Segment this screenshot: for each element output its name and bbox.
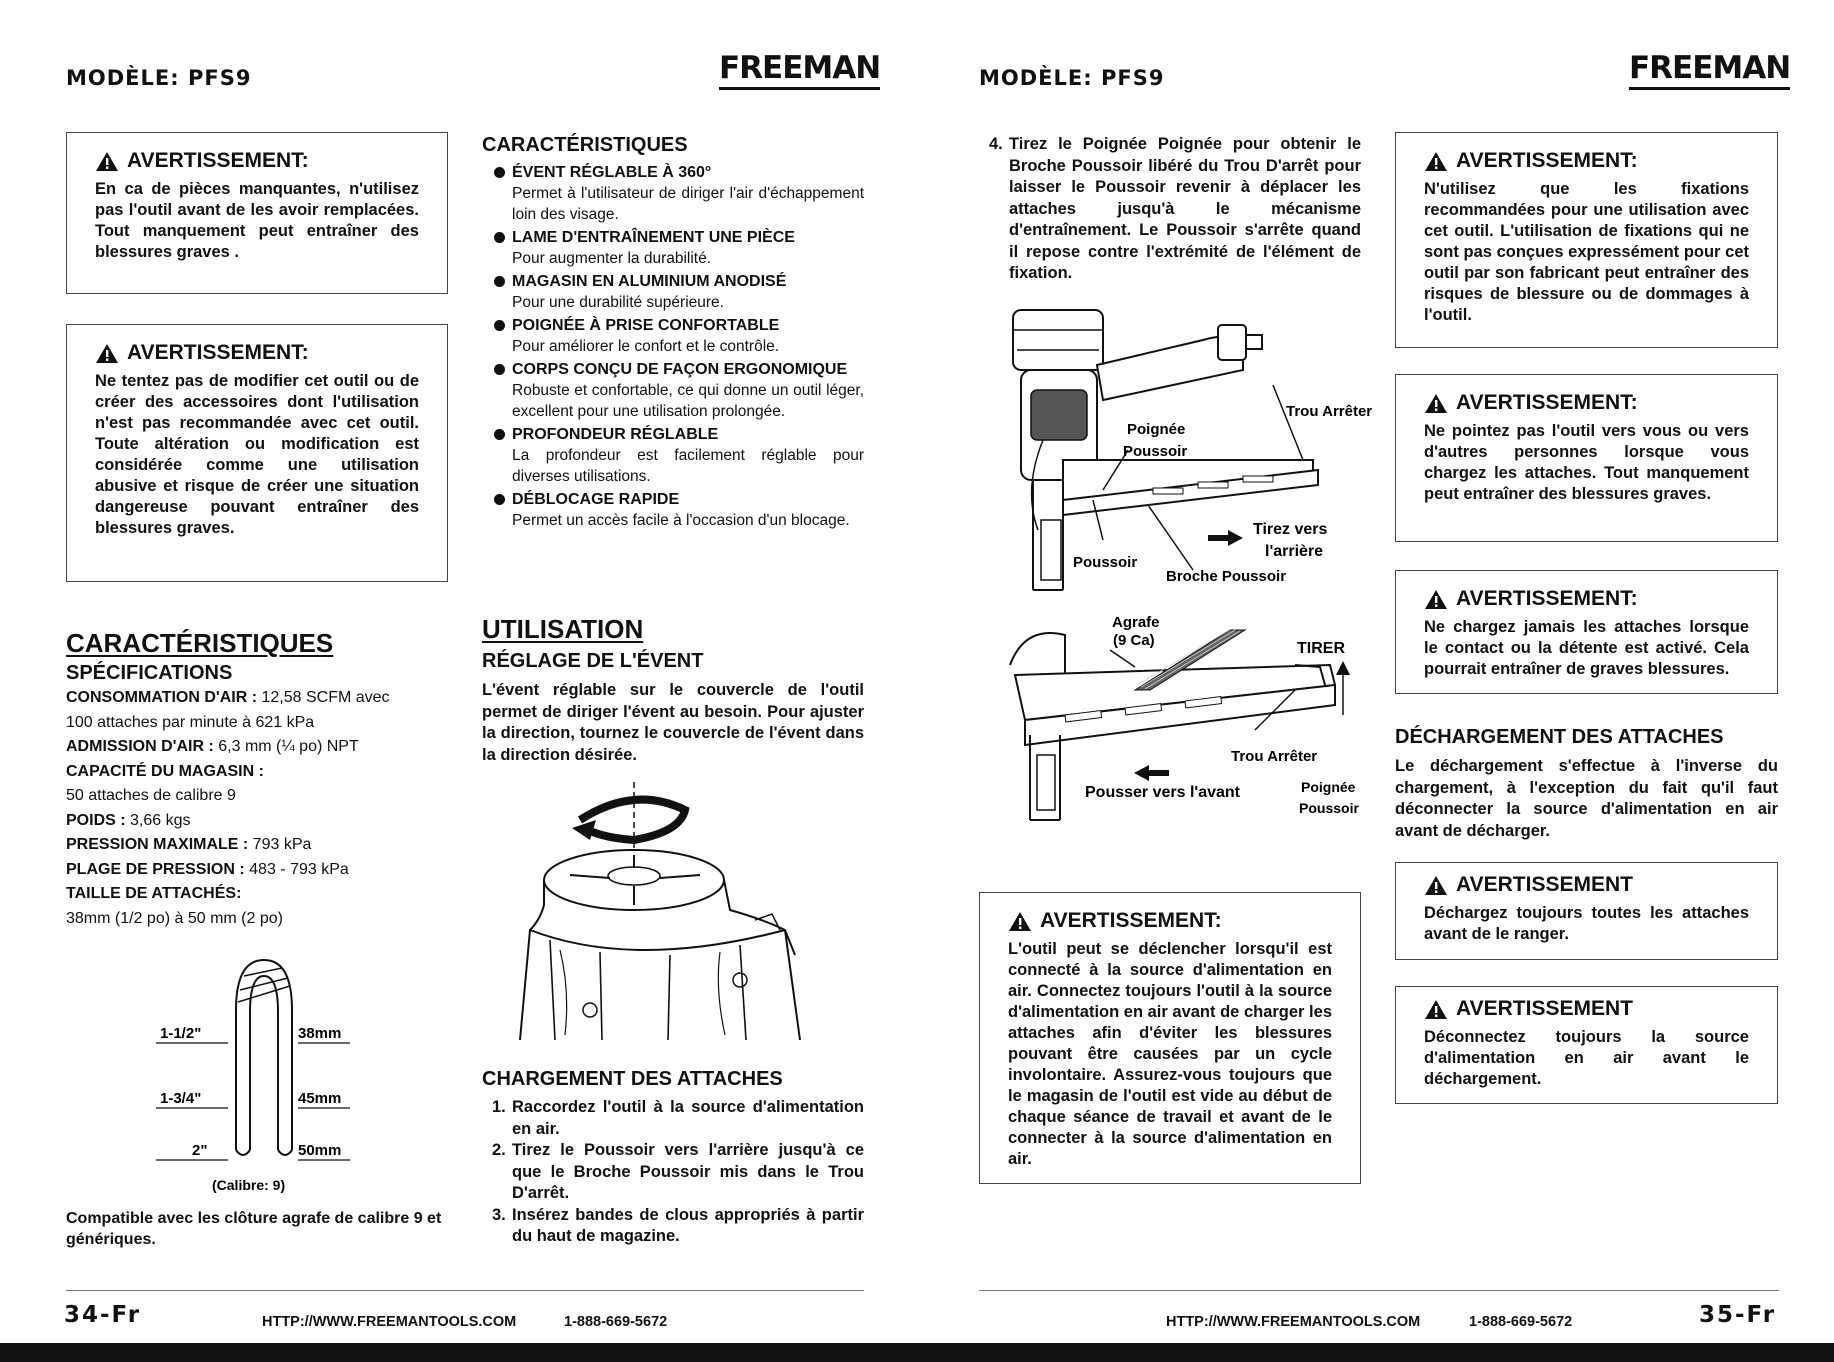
specs-subtitle: SPÉCIFICATIONS (66, 662, 233, 684)
loading-step: 2. Tirez le Poussoir vers l'arrière jusqu'à ce que le Broche Poussoir mis dans le Trou D'arrêt. (492, 1141, 864, 1202)
staple-size-diagram (140, 950, 370, 1200)
warning-title: AVERTISSEMENT: (1424, 587, 1749, 611)
warning-triangle-icon (1424, 589, 1448, 610)
footer-url: HTTP://WWW.FREEMANTOOLS.COM (262, 1314, 517, 1330)
freeman-logo: FREEMAN (719, 50, 880, 90)
nailer-diagram-pull-back (1003, 290, 1373, 600)
loading-step: 1. Raccordez l'outil à la source d'alimentation en air. (492, 1098, 864, 1138)
spec-line: 38mm (1/2 po) à 50 mm (2 po) (66, 909, 283, 927)
spec-line: CAPACITÉ DU MAGASIN : (66, 762, 264, 780)
warning-box-disconnect (1395, 986, 1778, 1104)
right-page (917, 0, 1834, 1362)
warning-triangle-icon (1424, 151, 1448, 172)
bullet-icon (494, 320, 505, 331)
warning-title: AVERTISSEMENT: (1008, 909, 1332, 933)
footer-rule (66, 1290, 864, 1291)
loading-steps (482, 1097, 864, 1248)
feature-item: POIGNÉE À PRISE CONFORTABLE Pour améliorer le confort et le contrôle. (482, 315, 864, 357)
warning-title: AVERTISSEMENT: (95, 341, 419, 365)
compat-text: Compatible avec les clôture agrafe de calibre 9 et génériques. (66, 1210, 442, 1248)
warning-text: Déconnectez toujours la source d'alimentation en air avant le déchargement. (1424, 1028, 1749, 1088)
diagram-label-poignee: Poussoir (1299, 800, 1359, 816)
warning-title: AVERTISSEMENT: (1424, 391, 1749, 415)
warning-text: Ne tentez pas de modifier cet outil ou de créer des accessoires dont l'utilisation n'est pas recommandée avec cet outil. Toute altération ou modification est considérée comme une utilisation abusive et risque de créer une situation dangereuse pouvant entraîner des blessures graves. (95, 372, 419, 537)
loading-title: CHARGEMENT DES ATTACHES (482, 1068, 783, 1090)
feature-item: MAGASIN EN ALUMINIUM ANODISÉ Pour une durabilité supérieure. (482, 271, 864, 313)
diagram-label-tirer: TIRER (1297, 640, 1345, 657)
spec-line: PLAGE DE PRESSION : 483 - 793 kPa (66, 860, 349, 878)
staple-label-metric: 38mm (298, 1025, 342, 1042)
features-title: CARACTÉRISTIQUES (482, 134, 688, 156)
warning-box-trigger (1395, 570, 1778, 694)
spec-line: 50 attaches de calibre 9 (66, 787, 236, 804)
warning-box-missing-parts (66, 132, 448, 294)
warning-text: Ne pointez pas l'outil vers vous ou vers d'autres personnes lorsque vous chargez les attaches. Tout manquement peut entraîner des blessures graves. (1424, 422, 1749, 503)
diagram-label-poignee: Poignée (1127, 421, 1186, 438)
staple-label-imperial: 1-3/4" (160, 1090, 202, 1107)
warning-triangle-icon (95, 343, 119, 364)
diagram-label-poignee: Poignée (1301, 779, 1356, 795)
warning-text: Déchargez toujours toutes les attaches avant de le ranger. (1424, 904, 1749, 943)
warning-box-connected-air (979, 892, 1361, 1184)
usage-title: UTILISATION (482, 614, 644, 644)
warning-text: En ca de pièces manquantes, n'utilisez pas l'outil avant de les avoir remplacées. Tout manquement peut entraîner des blessures graves . (95, 180, 419, 261)
bullet-icon (494, 167, 505, 178)
warning-title: AVERTISSEMENT: (95, 149, 419, 173)
page-number: 35-Fr (1699, 1302, 1777, 1328)
diagram-label-agrafe: (9 Ca) (1113, 632, 1155, 649)
diagram-label-tirez: Tirez vers (1253, 521, 1328, 538)
warning-box-fixations (1395, 132, 1778, 348)
bottom-edge-bar (0, 1343, 1834, 1362)
staple-label-imperial: 2" (192, 1142, 208, 1159)
diagram-label-poignee: Poussoir (1123, 443, 1188, 460)
bullet-icon (494, 276, 505, 287)
spec-line: POIDS : 3,66 kgs (66, 811, 191, 829)
warning-box-modification (66, 324, 448, 582)
staple-label-metric: 50mm (298, 1142, 342, 1159)
warning-text: N'utilisez que les fixations recommandées pour une utilisation avec cet outil. L'utilisation de fixations qui ne sont pas conçues expressément pour cet outil par son fabricant peut entraîner des risques de blessure ou de dommages à l'outil. (1424, 180, 1749, 324)
footer-rule (979, 1290, 1779, 1291)
unloading-title: DÉCHARGEMENT DES ATTACHES (1395, 726, 1724, 748)
staple-caption: (Calibre: 9) (212, 1177, 286, 1193)
vent-cover-illustration (510, 780, 830, 1040)
diagram-label-poussoir: Poussoir (1073, 554, 1138, 571)
feature-item: DÉBLOCAGE RAPIDE Permet un accès facile à l'occasion d'un blocage. (482, 489, 864, 531)
diagram-label-tirez: l'arrière (1265, 543, 1324, 560)
bullet-icon (494, 364, 505, 375)
warning-box-unload (1395, 862, 1778, 960)
warning-triangle-icon (1424, 875, 1448, 896)
spec-line: 100 attaches par minute à 621 kPa (66, 713, 315, 731)
warning-box-pointing (1395, 374, 1778, 542)
spec-line: CONSOMMATION D'AIR : 12,58 SCFM avec (66, 689, 390, 706)
staple-label-imperial: 1-1/2" (160, 1025, 202, 1042)
nailer-diagram-push-forward (1005, 605, 1375, 830)
feature-item: LAME D'ENTRAÎNEMENT UNE PIÈCE Pour augmenter la durabilité. (482, 227, 864, 269)
model-title: MODÈLE: PFS9 (66, 66, 252, 90)
unloading-text: Le déchargement s'effectue à l'inverse du chargement, à l'exception du fait qu'il faut déconnecter la source d'alimentation en air avant de décharger. (1395, 757, 1778, 840)
loading-step: 3. Insérez bandes de clous appropriés à partir du haut de magazine. (492, 1205, 864, 1245)
bullet-icon (494, 494, 505, 505)
spec-line: TAILLE DE ATTACHÉS: (66, 885, 242, 902)
specs-section-title: CARACTÉRISTIQUES (66, 628, 334, 658)
bullet-icon (494, 429, 505, 440)
footer-url: HTTP://WWW.FREEMANTOOLS.COM (1166, 1314, 1421, 1330)
model-title: MODÈLE: PFS9 (979, 66, 1165, 90)
page-number: 34-Fr (64, 1302, 142, 1328)
usage-text: L'évent réglable sur le couvercle de l'outil permet de diriger l'évent au besoin. Pour ajuster la direction, tournez le couvercle de l'évent dans la direction désirée. (482, 681, 864, 764)
loading-step-4 (979, 134, 1361, 285)
footer-phone: 1-888-669-5672 (1469, 1314, 1573, 1330)
warning-title: AVERTISSEMENT (1424, 997, 1749, 1021)
features-list (482, 162, 864, 533)
diagram-label-broche: Broche Poussoir (1166, 568, 1287, 585)
specs-list (66, 686, 456, 931)
diagram-label-trou: Trou Arrêter (1286, 403, 1373, 420)
diagram-label-trou: Trou Arrêter (1231, 748, 1318, 765)
warning-title: AVERTISSEMENT (1424, 873, 1749, 897)
feature-item: ÉVENT RÉGLABLE À 360° Permet à l'utilisateur de diriger l'air d'échappement loin des visage. (482, 162, 864, 225)
footer-phone: 1-888-669-5672 (564, 1314, 668, 1330)
usage-subtitle: RÉGLAGE DE L'ÉVENT (482, 650, 704, 672)
warning-triangle-icon (1424, 393, 1448, 414)
warning-triangle-icon (95, 151, 119, 172)
spec-line: ADMISSION D'AIR : 6,3 mm (¼ po) NPT (66, 738, 359, 755)
warning-title: AVERTISSEMENT: (1424, 149, 1749, 173)
warning-triangle-icon (1008, 911, 1032, 932)
diagram-label-pousser: Pousser vers l'avant (1085, 784, 1240, 801)
freeman-logo: FREEMAN (1629, 50, 1790, 90)
feature-item: CORPS CONÇU DE FAÇON ERGONOMIQUE Robuste et confortable, ce qui donne un outil léger, excellent pour une utilisation prolongée. (482, 359, 864, 422)
warning-triangle-icon (1424, 999, 1448, 1020)
bullet-icon (494, 232, 505, 243)
loading-step: 4. Tirez le Poignée Poignée pour obtenir le Broche Poussoir libéré du Trou D'arrêt pour laisser le Poussoir revenir à déplacer les attaches jusqu'à le mécanisme d'entraînement. Le Poussoir s'arrête quand il repose contre l'extrémité de l'élément de fixation. (989, 135, 1361, 282)
warning-text: Ne chargez jamais les attaches lorsque le contact ou la détente est activé. Cela pourrait entraîner de graves blessures. (1424, 618, 1749, 678)
feature-item: PROFONDEUR RÉGLABLE La profondeur est facilement réglable pour diverses utilisations. (482, 424, 864, 487)
warning-text: L'outil peut se déclencher lorsqu'il est connecté à la source d'alimentation en air. Connectez toujours l'outil à la source d'alimentation en air avant de charger les attaches afin d'éviter les blessures pouvant être causées par un cycle involontaire. Assurez-vous toujours que le magasin de l'outil est vide au début de chaque séance de travail et avant de le connecter à la source d'alimentation en air. (1008, 940, 1332, 1168)
diagram-label-agrafe: Agrafe (1112, 614, 1160, 631)
spec-line: PRESSION MAXIMALE : 793 kPa (66, 836, 312, 853)
staple-label-metric: 45mm (298, 1090, 342, 1107)
